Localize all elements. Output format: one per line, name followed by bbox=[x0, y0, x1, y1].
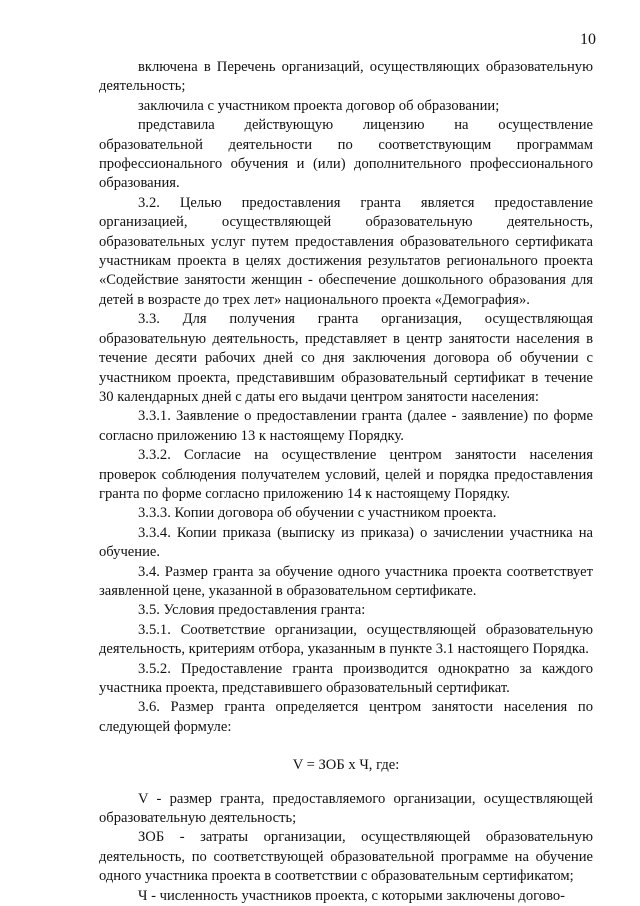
paragraph: 3.3.3. Копии договора об обучении с участником проекта. bbox=[138, 505, 497, 522]
definition: ЗОБ - затраты организации, осуществляющей образовательную деятельность, по соответствующей образовательной программе на обучение одного участника проекта в соответствии с образовательным сертификатом; bbox=[99, 829, 593, 885]
formula: V = ЗОБ х Ч, где: bbox=[292, 757, 400, 774]
paragraph: 3.3. Для получения гранта организация, осуществляющая образовательную деятельность, представляет в центр занятости населения в течение десяти рабочих дней со дня заключения договора об обучении с участником проекта, представившим образовательный сертификат в течение 30 календарных дней с даты его выдачи центром занятости населения: bbox=[99, 311, 593, 405]
paragraph: представила действующую лицензию на осуществление образовательной деятельности по соответствующим программам профессионального обучения и (или) дополнительного профессионального образования. bbox=[99, 117, 593, 192]
definition: Ч - численность участников проекта, с которыми заключены догово- bbox=[138, 887, 566, 904]
paragraph: 3.6. Размер гранта определяется центром занятости населения по следующей формуле: bbox=[99, 699, 593, 735]
paragraph: 3.3.1. Заявление о предоставлении гранта (далее - заявление) по форме согласно приложению 13 к настоящему Порядку. bbox=[99, 408, 593, 444]
definition: V - размер гранта, предоставляемого организации, осуществляющей образовательную деятельность; bbox=[99, 790, 593, 827]
paragraph: 3.2. Целью предоставления гранта является предоставление организацией, осуществляющей образовательную деятельность, образовательных услуг путем предоставления образовательного сертификата участникам проекта в целях достижения результатов регионального проекта «Содействие занятости женщин - обеспечение дошкольного образования для детей в возрасте до трех лет» национального проекта «Демография». bbox=[99, 194, 593, 308]
paragraph: 3.5.2. Предоставление гранта производится однократно за каждого участника проекта, представившего образовательный сертификат. bbox=[99, 660, 593, 696]
paragraph: 3.5.1. Соответствие организации, осуществляющей образовательную деятельность, критериям отбора, указанным в пункте 3.1 настоящего Порядка. bbox=[99, 621, 593, 658]
paragraph: 3.3.4. Копии приказа (выписку из приказа) о зачислении участника на обучение. bbox=[99, 524, 593, 561]
document-body bbox=[99, 58, 593, 906]
page-number: 10 bbox=[580, 31, 596, 48]
paragraph: включена в Перечень организаций, осуществляющих образовательную деятельность; bbox=[99, 59, 593, 95]
paragraph: заключила с участником проекта договор об образовании; bbox=[138, 97, 500, 114]
paragraph: 3.3.2. Согласие на осуществление центром занятости населения проверок соблюдения получателем условий, целей и порядка предоставления гранта по форме согласно приложению 14 к настоящему Порядку. bbox=[99, 447, 593, 502]
paragraph: 3.4. Размер гранта за обучение одного участника проекта соответствует заявленной цене, указанной в образовательном сертификате. bbox=[99, 563, 593, 599]
paragraph: 3.5. Условия предоставления гранта: bbox=[138, 602, 366, 619]
